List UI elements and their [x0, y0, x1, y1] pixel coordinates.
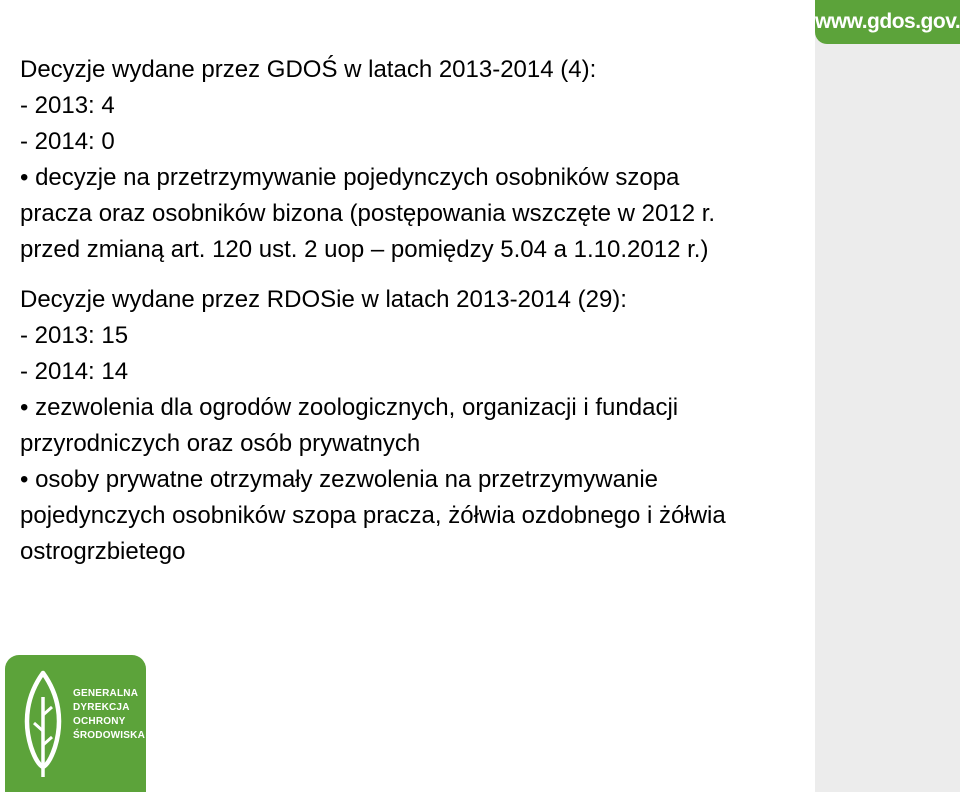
gdos-bullet-line: • decyzje na przetrzymywanie pojedynczych osobników szopa	[20, 164, 680, 191]
gdos-logo	[5, 655, 146, 792]
rdos-bullet-permits	[20, 390, 850, 462]
slide-body	[20, 52, 850, 570]
gdos-heading: Decyzje wydane przez GDOŚ w latach 2013-2014 (4):	[20, 56, 597, 83]
gdos-bullet-line: pracza oraz osobników bizona (postępowania wszczęte w 2012 r.	[20, 200, 716, 227]
rdos-bullet-private	[20, 462, 850, 570]
logo-line: DYREKCJA	[73, 702, 130, 713]
rdos-bullet-line: • zezwolenia dla ogrodów zoologicznych, organizacji i fundacji	[20, 394, 679, 421]
gdos-bullet-line: przed zmianą art. 120 ust. 2 uop – pomiędzy 5.04 a 1.10.2012 r.)	[20, 236, 709, 263]
website-url-tab: www.gdos.gov.pl	[815, 0, 960, 44]
gdos-2014-count: - 2014: 0	[20, 128, 115, 155]
logo-line: GENERALNA	[73, 688, 139, 699]
rdos-bullet-line: ostrogrzbietego	[20, 538, 186, 565]
rdos-bullet-line: pojedynczych osobników szopa pracza, żółwia ozdobnego i żółwia	[20, 502, 726, 529]
rdos-heading: Decyzje wydane przez RDOSie w latach 2013-2014 (29):	[20, 286, 627, 313]
leaf-icon	[19, 669, 67, 779]
rdos-bullet-line: przyrodniczych oraz osób prywatnych	[20, 430, 421, 457]
rdos-2013-count: - 2013: 15	[20, 322, 129, 349]
rdos-bullet-line: • osoby prywatne otrzymały zezwolenia na przetrzymywanie	[20, 466, 658, 493]
gdos-bullet	[20, 160, 850, 268]
rdos-2014-count: - 2014: 14	[20, 358, 129, 385]
logo-wordmark	[73, 687, 143, 743]
logo-line: ŚRODOWISKA	[73, 730, 145, 741]
gdos-2013-count: - 2013: 4	[20, 92, 115, 119]
logo-line: OCHRONY	[73, 716, 126, 727]
